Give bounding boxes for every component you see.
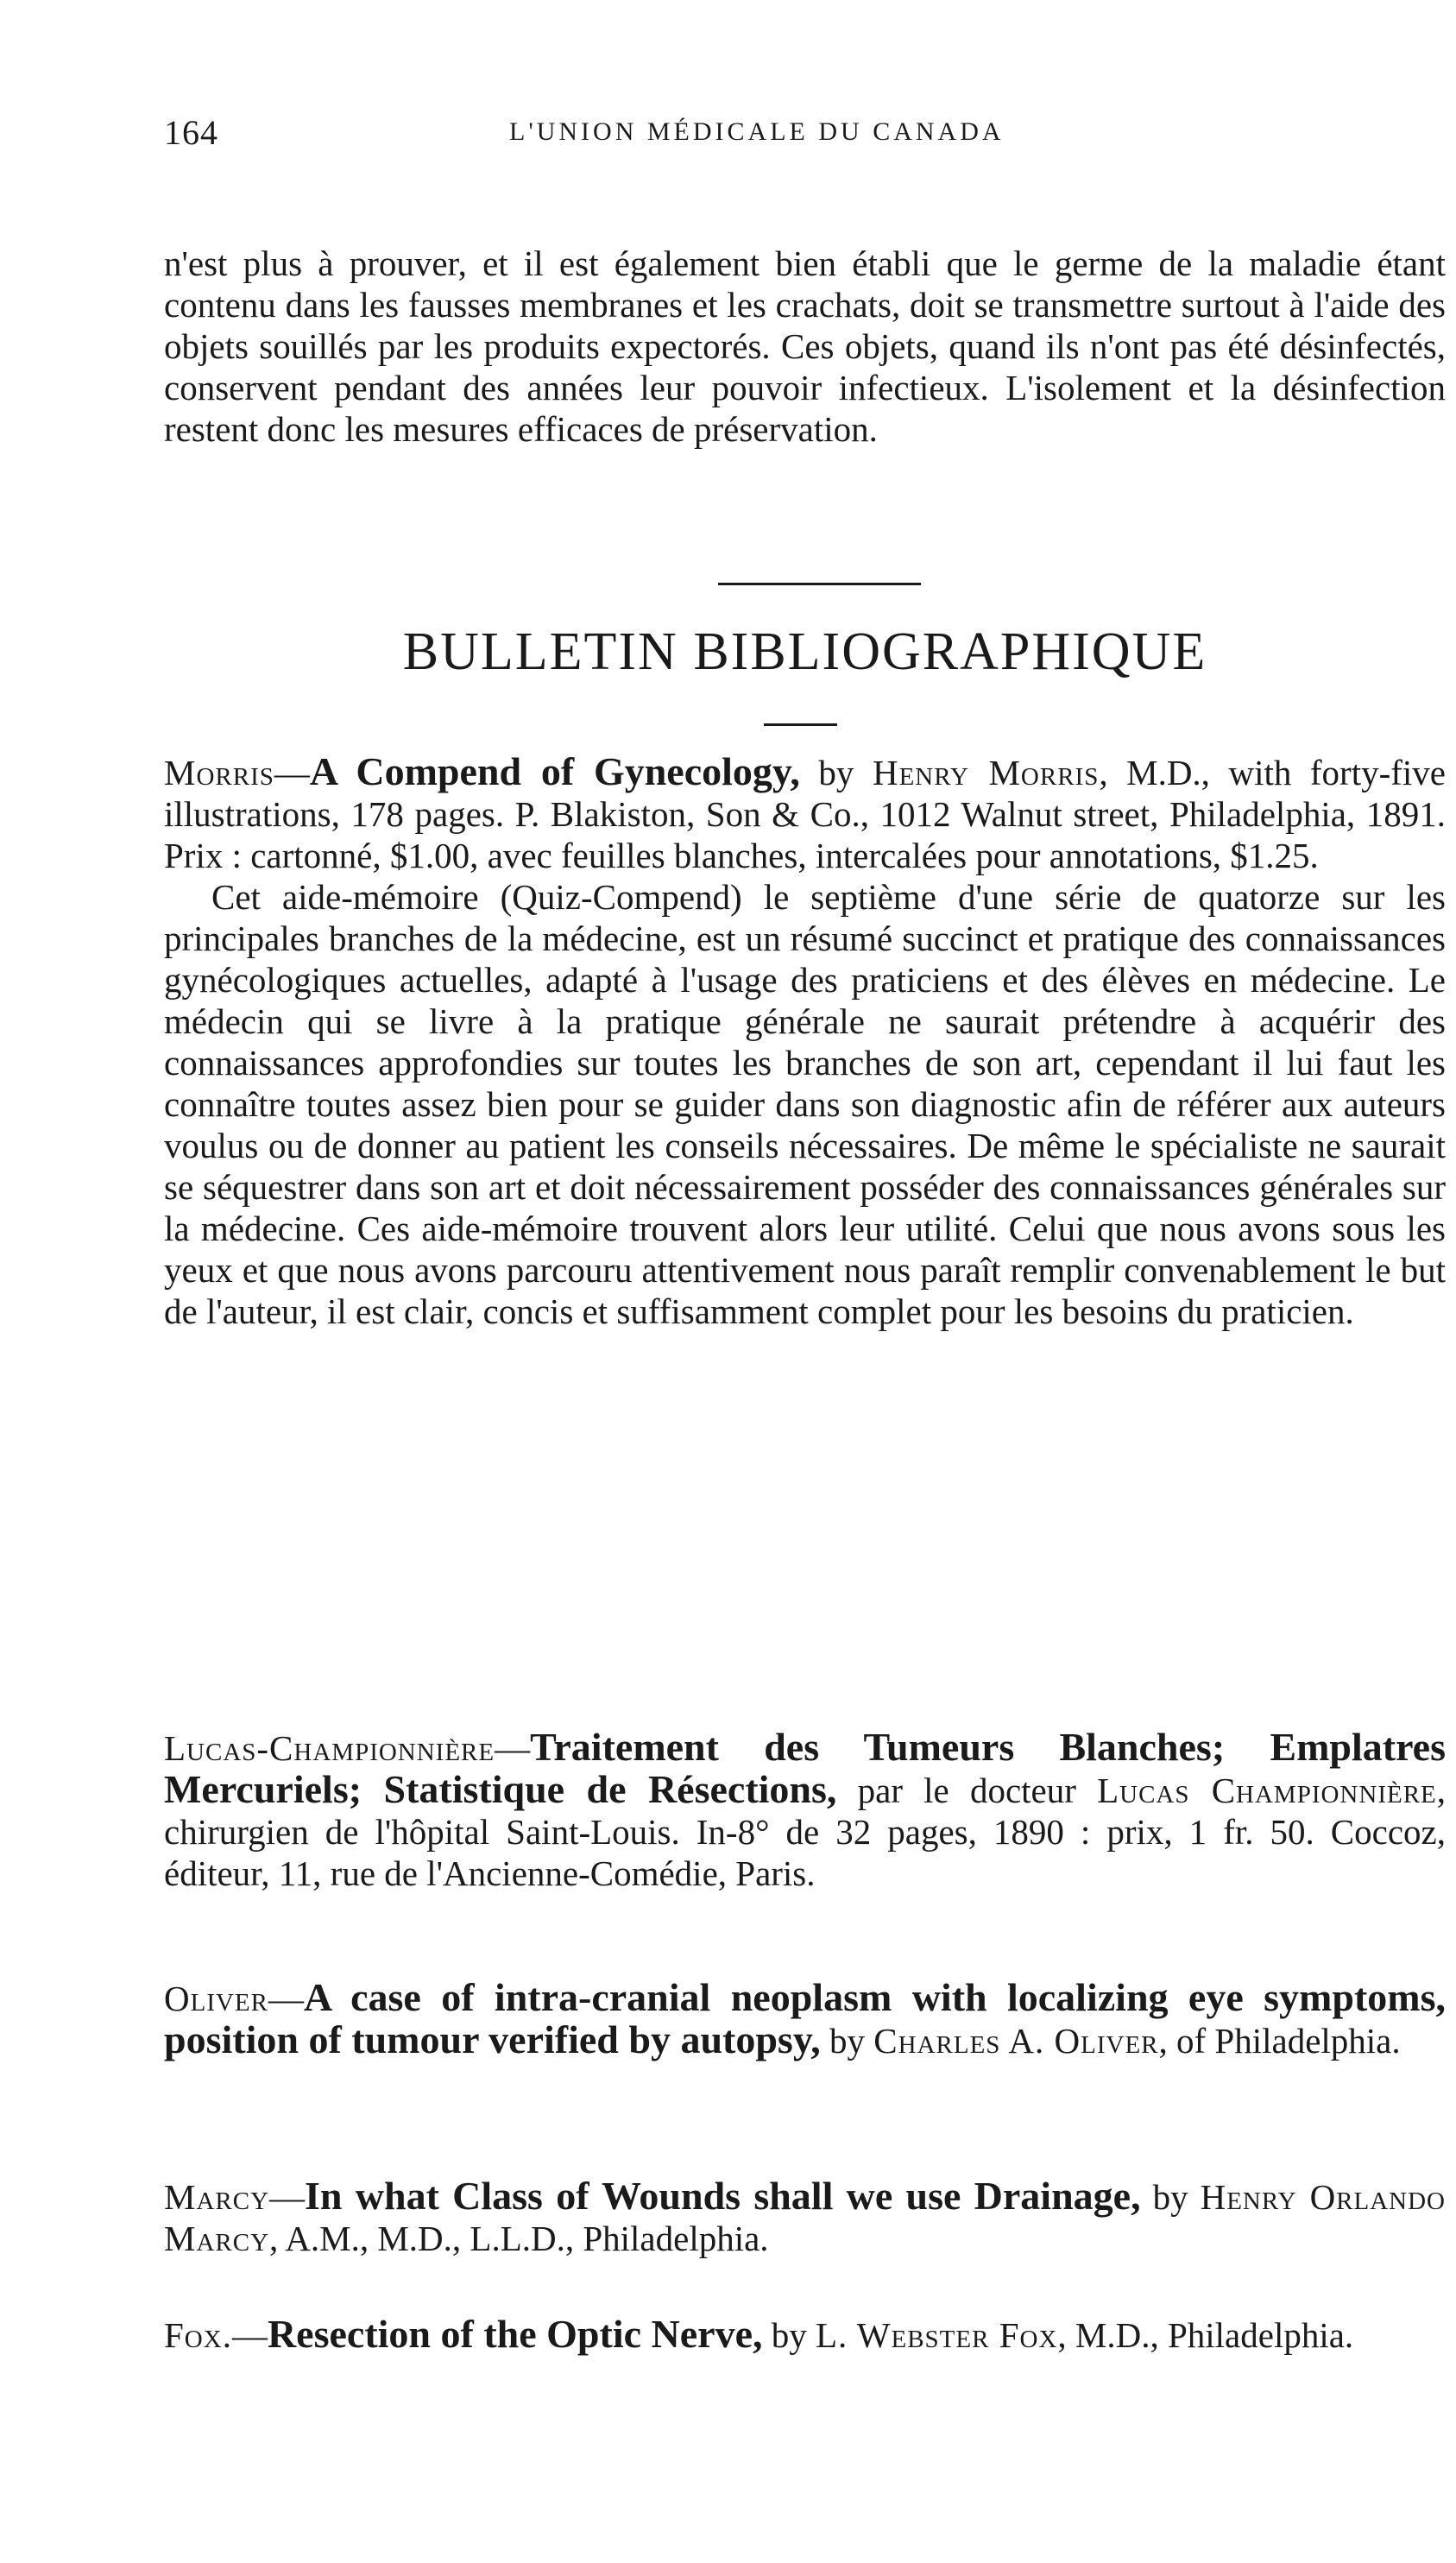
section-rule-top <box>718 583 921 585</box>
entry-citation <box>164 1727 1446 1894</box>
bibliography-entry-oliver <box>164 1977 1446 2061</box>
entry-author-short: Morris <box>164 753 274 792</box>
entry-details: , of Philadelphia. <box>1158 2021 1401 2061</box>
running-head <box>164 112 1450 164</box>
entry-author-full: Henry Orlando Marcy <box>164 2177 1447 2258</box>
section-rule-bottom <box>764 723 837 726</box>
entry-details: , chirurgien de l'hôpital Saint-Louis. In-8° de 32 pages, 1890 : prix, 1 fr. 50. Coccoz, éditeur, 11, rue de l'Ancienne-Comédie, Paris. <box>164 1771 1447 1893</box>
entry-title: In what Class of Wounds shall we use Drainage, <box>305 2174 1141 2218</box>
entry-title: A case of intra-cranial neoplasm with localizing eye symptoms, position of tumour verified by autopsy, <box>164 1975 1446 2061</box>
entry-citation <box>164 2314 1446 2356</box>
entry-title: Resection of the Optic Nerve, <box>267 2312 763 2356</box>
entry-citation <box>164 2175 1446 2259</box>
entry-author-full: Lucas Championnière <box>1097 1771 1437 1810</box>
entry-author-full: L. Webster Fox <box>816 2315 1058 2355</box>
entry-author-full: Henry Morris <box>872 753 1100 792</box>
journal-title: L'UNION MÉDICALE DU CANADA <box>509 117 1005 146</box>
intro-paragraph: n'est plus à prouver, et il est également bien établi que le germe de la maladie étant contenu dans les fausses membranes et les crachats, doit se transmettre surtout à l'aide des objets souillés par les produits expectorés. Ces objets, quand ils n'ont pas été désinfectés, conservent pendant des années leur pouvoir infectieux. L'isolement et la désinfection restent donc les mesures efficaces de préservation. <box>164 243 1446 449</box>
entry-by: by <box>762 2315 816 2355</box>
entry-title: Traitement des Tumeurs Blanches; Emplatres Mercuriels; Statistique de Résections, <box>164 1725 1446 1811</box>
entry-by: by <box>820 2021 874 2061</box>
entry-author-short: Lucas-Championnière <box>164 1728 495 1768</box>
entry-title: A Compend of Gynecology, <box>309 749 800 793</box>
entry-citation <box>164 751 1446 876</box>
entry-by: by <box>799 753 873 792</box>
entry-by: par le docteur <box>836 1771 1098 1810</box>
page-number: 164 <box>164 113 218 152</box>
entry-dash: — <box>495 1728 531 1768</box>
entry-review: Cet aide-mémoire (Quiz-Compend) le septième d'une série de quatorze sur les principales branches de la médecine, est un résumé succinct et pratique des connaissances gynécologiques actuelles, adapté à l'usage des praticiens et des élèves en médecine. Le médecin qui se livre à la pratique générale ne saurait prétendre à acquérir des connaissances approfondies sur toutes les branches de son art, cependant il lui faut les connaître toutes assez bien pour se guider dans son diagnostic afin de référer aux auteurs voulus ou de donner au patient les conseils nécessaires. De même le spécialiste ne saurait se séquestrer dans son art et doit nécessairement posséder des connaissances générales sur la médecine. Ces aide-mémoire trouvent alors leur utilité. Celui que nous avons sous les yeux et que nous avons parcouru attentivement nous paraît remplir convenablement le but de l'auteur, il est clair, concis et suffisamment complet pour les besoins du praticien. <box>164 877 1446 1331</box>
bibliography-entry-lucas-championniere <box>164 1727 1446 1894</box>
entry-by: by <box>1140 2177 1201 2217</box>
entry-dash: — <box>269 2177 306 2217</box>
entry-details: , M.D., with forty-five illustrations, 178 pages. P. Blakiston, Son & Co., 1012 Walnut street, Philadelphia, 1891. Prix : cartonné, $1.00, avec feuilles blanches, intercalées pour annotations, $1.25. <box>164 753 1446 875</box>
entry-author-short: Oliver <box>164 1979 268 2018</box>
section-title: BULLETIN BIBLIOGRAPHIQUE <box>402 622 1207 681</box>
entry-details: , M.D., Philadelphia. <box>1057 2315 1354 2355</box>
entry-author-full: Charles A. Oliver <box>873 2021 1159 2061</box>
entry-citation <box>164 1977 1446 2061</box>
entry-dash: — <box>274 753 310 792</box>
entry-author-short: Marcy <box>164 2177 270 2217</box>
entry-dash: — <box>268 1979 304 2018</box>
entry-dash: — <box>231 2315 268 2355</box>
entry-author-short: Fox. <box>164 2315 232 2355</box>
bibliography-entry-fox <box>164 2314 1446 2356</box>
bibliography-entry-marcy <box>164 2175 1446 2259</box>
bibliography-entry-morris <box>164 751 1446 1332</box>
entry-details: , A.M., M.D., L.L.D., Philadelphia. <box>269 2219 769 2258</box>
